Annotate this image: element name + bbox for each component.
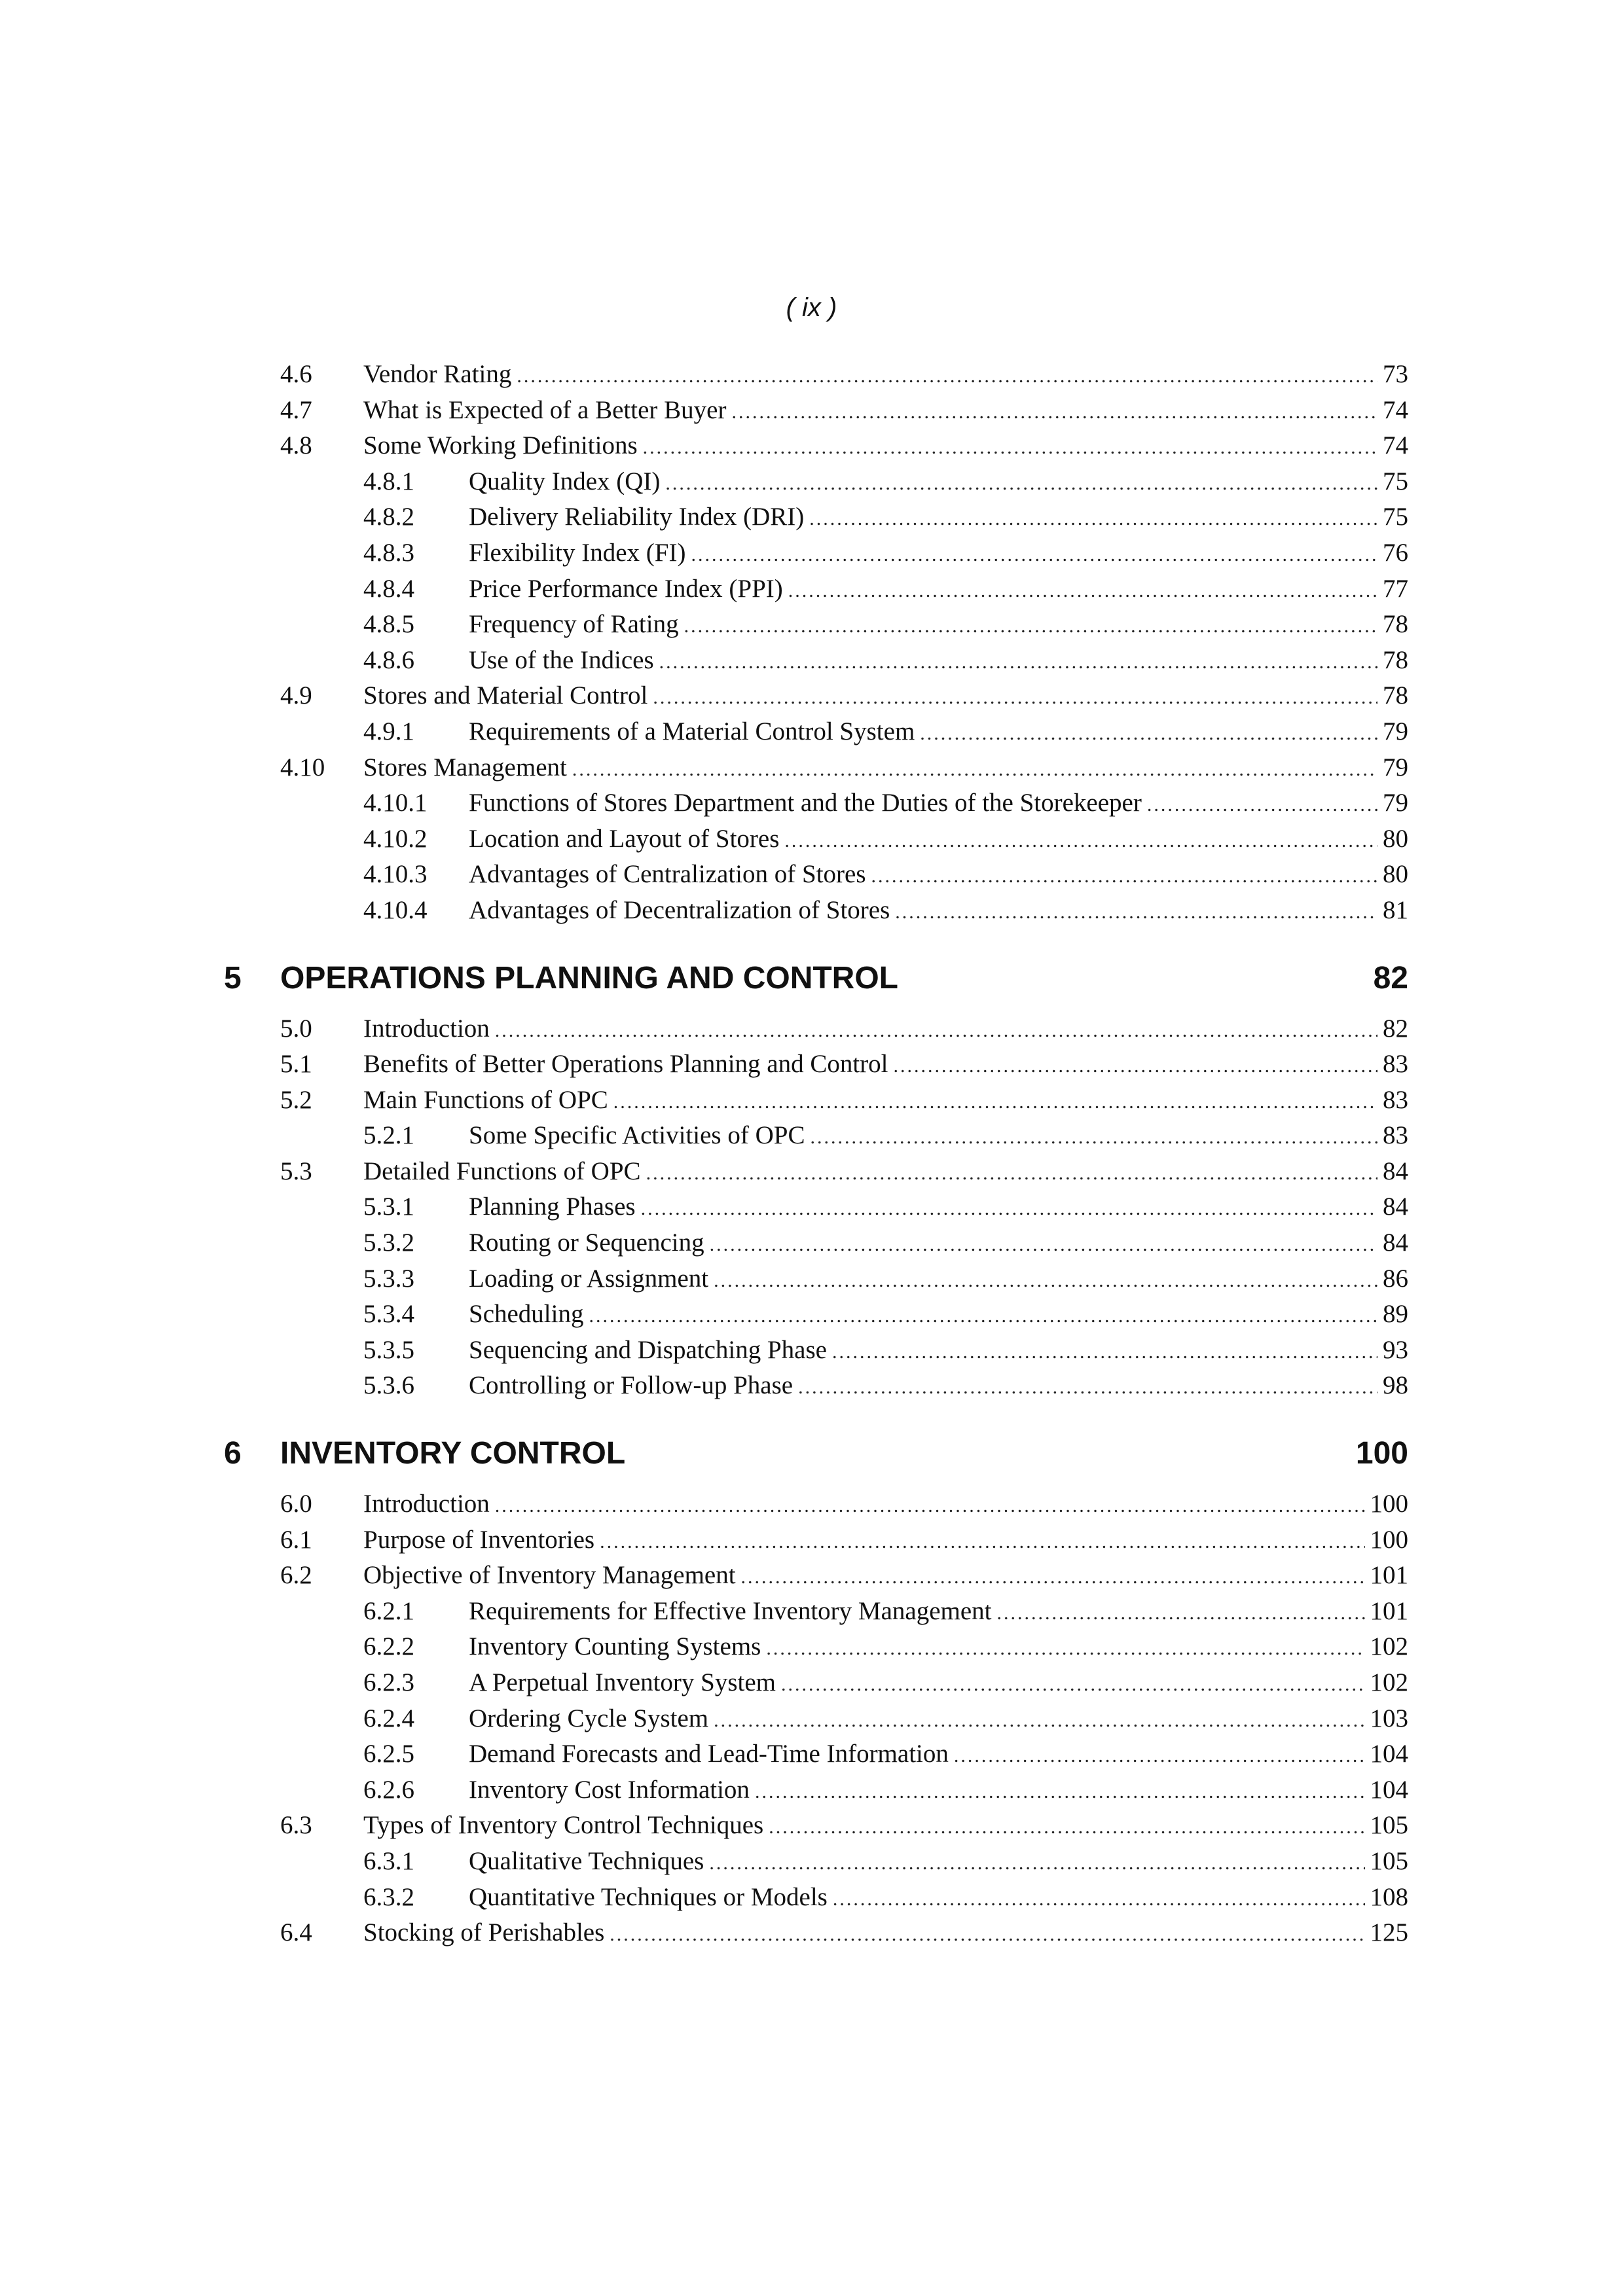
section-number: 5.3.5 [363, 1335, 414, 1364]
toc-entry-line [469, 1880, 1408, 1918]
section-number: 4.9.1 [363, 717, 414, 745]
dot-leader [731, 395, 1377, 431]
section-number: 4.7 [280, 395, 312, 424]
toc-entry[interactable] [0, 893, 1623, 929]
dot-leader [997, 1596, 1365, 1632]
page-ref: 73 [1383, 360, 1408, 388]
chapter-title: INVENTORY CONTROL [280, 1436, 626, 1471]
section-number: 6.3.1 [363, 1846, 414, 1875]
page-ref: 100 [1370, 1525, 1408, 1554]
dot-leader [714, 1263, 1377, 1299]
page-ref: 100 [1370, 1490, 1408, 1518]
section-title: Inventory Cost Information [469, 1775, 750, 1804]
toc-entry-line [363, 1011, 1408, 1049]
section-title: Routing or Sequencing [469, 1229, 704, 1257]
toc-entry[interactable] [0, 571, 1623, 607]
dot-leader [784, 823, 1377, 859]
page-ref: 79 [1383, 753, 1408, 781]
toc-entry-line [469, 1189, 1408, 1227]
section-number: 6.2.3 [363, 1668, 414, 1696]
toc-entry-line [469, 1261, 1408, 1299]
section-number: 4.9 [280, 681, 312, 710]
section-title: Some Specific Activities of OPC [469, 1121, 805, 1150]
section-title: Loading or Assignment [469, 1264, 709, 1293]
toc-entry-line [363, 1915, 1408, 1953]
toc-entry[interactable] [0, 1333, 1623, 1369]
page-ref: 80 [1383, 860, 1408, 889]
toc-entry[interactable] [0, 1522, 1623, 1558]
dot-leader [755, 1774, 1365, 1810]
section-title: Quality Index (QI) [469, 467, 661, 495]
toc-entry[interactable] [0, 535, 1623, 571]
dot-leader [600, 1524, 1364, 1560]
page-ref: 77 [1383, 574, 1408, 603]
section-number: 4.6 [280, 360, 312, 388]
toc-entry[interactable] [0, 1844, 1623, 1880]
section-title: Introduction [363, 1014, 490, 1043]
section-number: 6.3.2 [363, 1882, 414, 1911]
toc-entry[interactable] [0, 1701, 1623, 1737]
section-title: Quantitative Techniques or Models [469, 1882, 828, 1911]
toc-entry-line [363, 1486, 1408, 1524]
toc-entry-line [469, 1736, 1408, 1774]
section-number: 5.0 [280, 1014, 312, 1043]
section-number: 4.10.2 [363, 824, 428, 853]
toc-entry-line [469, 1297, 1408, 1335]
toc-entry-line [469, 1225, 1408, 1263]
toc-entry[interactable] [0, 857, 1623, 893]
toc-entry-line [469, 1333, 1408, 1371]
page-ref: 89 [1383, 1300, 1408, 1329]
dot-leader [809, 501, 1377, 537]
toc-entry[interactable] [0, 1880, 1623, 1916]
section-title: A Perpetual Inventory System [469, 1668, 776, 1696]
dot-leader [659, 645, 1377, 681]
section-title: Objective of Inventory Management [363, 1561, 736, 1590]
section-number: 6.4 [280, 1918, 312, 1947]
section-number: 4.8.5 [363, 610, 414, 639]
dot-leader [781, 1667, 1364, 1703]
dot-leader [643, 430, 1377, 466]
dot-leader [495, 1488, 1365, 1524]
section-number: 4.8.3 [363, 538, 414, 567]
page-ref: 83 [1383, 1085, 1408, 1114]
toc-entry-line [363, 1083, 1408, 1121]
toc-entry-line [363, 1808, 1408, 1846]
chapter-page: 100 [1355, 1436, 1408, 1471]
section-number: 4.10.3 [363, 860, 428, 889]
page-ref: 84 [1383, 1229, 1408, 1257]
dot-leader [641, 1191, 1377, 1227]
toc-entry-line [469, 1772, 1408, 1810]
section-number: 4.10 [280, 753, 325, 781]
dot-leader [665, 466, 1377, 502]
dot-leader [810, 1120, 1377, 1156]
page-ref: 78 [1383, 681, 1408, 710]
section-title: Main Functions of OPC [363, 1085, 608, 1114]
toc-entry-line [469, 1665, 1408, 1703]
section-title: Purpose of Inventories [363, 1525, 595, 1554]
section-title: Planning Phases [469, 1193, 636, 1221]
toc-entry[interactable] [0, 1083, 1623, 1119]
page-ref: 102 [1370, 1632, 1408, 1661]
toc-entry[interactable] [0, 785, 1623, 821]
dot-leader [954, 1738, 1365, 1774]
section-title: Demand Forecasts and Lead-Time Information [469, 1740, 949, 1768]
section-title: Qualitative Techniques [469, 1846, 704, 1875]
chapter-number: 6 [224, 1436, 242, 1471]
toc-entry-line [469, 643, 1408, 681]
section-title: Detailed Functions of OPC [363, 1157, 641, 1185]
dot-leader [653, 680, 1377, 716]
dot-leader [1147, 787, 1377, 823]
toc-entry[interactable] [0, 1189, 1623, 1225]
section-title: Sequencing and Dispatching Phase [469, 1335, 827, 1364]
section-title: Advantages of Centralization of Stores [469, 860, 866, 889]
page-ref: 79 [1383, 717, 1408, 745]
toc-entry-line [363, 1047, 1408, 1085]
toc-entry[interactable] [0, 1772, 1623, 1808]
page-ref: 93 [1383, 1335, 1408, 1364]
section-title: Advantages of Decentralization of Stores [469, 895, 890, 924]
toc-entry-line [469, 714, 1408, 752]
chapter-number: 5 [224, 960, 242, 996]
toc-entry[interactable] [0, 393, 1623, 429]
section-title: Price Performance Index (PPI) [469, 574, 783, 603]
toc-entry[interactable] [0, 750, 1623, 786]
page-ref: 78 [1383, 610, 1408, 639]
dot-leader [833, 1882, 1365, 1918]
toc-entry-line [469, 785, 1408, 823]
section-number: 5.3.1 [363, 1193, 414, 1221]
dot-leader [895, 895, 1377, 931]
page-ref: 125 [1370, 1918, 1408, 1947]
section-number: 5.2 [280, 1085, 312, 1114]
page-ref: 80 [1383, 824, 1408, 853]
dot-leader [766, 1631, 1364, 1667]
toc-entry[interactable] [0, 678, 1623, 714]
page-ref: 82 [1383, 1014, 1408, 1043]
toc-entry-line [469, 464, 1408, 502]
page-ref: 75 [1383, 467, 1408, 495]
dot-leader [517, 359, 1377, 395]
toc-entry-line [469, 857, 1408, 895]
page-ref: 84 [1383, 1193, 1408, 1221]
toc-entry-line [363, 678, 1408, 716]
toc-entry-line [469, 1118, 1408, 1156]
page-ref: 104 [1370, 1740, 1408, 1768]
page-ref: 105 [1370, 1846, 1408, 1875]
toc-entry-line [469, 607, 1408, 645]
page-ref: 76 [1383, 538, 1408, 567]
toc-entry[interactable] [0, 499, 1623, 535]
toc-entry[interactable] [0, 714, 1623, 750]
section-number: 4.10.1 [363, 789, 428, 817]
section-number: 6.0 [280, 1490, 312, 1518]
toc-entry-line [469, 1701, 1408, 1739]
section-number: 6.2.4 [363, 1704, 414, 1732]
chapter-title: OPERATIONS PLANNING AND CONTROL [280, 960, 898, 996]
page-ref: 78 [1383, 645, 1408, 674]
toc-entry[interactable] [0, 1736, 1623, 1772]
section-title: Ordering Cycle System [469, 1704, 709, 1732]
dot-leader [710, 1227, 1377, 1263]
section-number: 6.2 [280, 1561, 312, 1590]
page-ref: 103 [1370, 1704, 1408, 1732]
toc-entry[interactable] [0, 1665, 1623, 1701]
toc-entry-line [363, 393, 1408, 431]
page-ref: 81 [1383, 895, 1408, 924]
section-number: 5.3.3 [363, 1264, 414, 1293]
dot-leader [741, 1560, 1365, 1596]
page-ref: 86 [1383, 1264, 1408, 1293]
page-ref: 79 [1383, 789, 1408, 817]
dot-leader [646, 1156, 1377, 1192]
chapter-page: 82 [1373, 960, 1408, 996]
section-title: Stocking of Perishables [363, 1918, 605, 1947]
toc-entry[interactable] [0, 1118, 1623, 1154]
section-title: Requirements of a Material Control System [469, 717, 915, 745]
section-title: Introduction [363, 1490, 490, 1518]
section-title: Stores Management [363, 753, 567, 781]
section-title: Requirements for Effective Inventory Management [469, 1596, 992, 1625]
section-number: 6.3 [280, 1811, 312, 1840]
toc-entry[interactable] [0, 1225, 1623, 1261]
dot-leader [613, 1085, 1377, 1121]
page-ref: 83 [1383, 1050, 1408, 1079]
section-number: 5.3.6 [363, 1371, 414, 1400]
section-number: 5.3.4 [363, 1300, 414, 1329]
toc-entry[interactable] [0, 1297, 1623, 1333]
dot-leader [610, 1917, 1364, 1953]
toc-entry-line [469, 499, 1408, 537]
table-of-contents [0, 357, 1623, 1951]
toc-entry-line [469, 1594, 1408, 1632]
toc-entry[interactable] [0, 1915, 1623, 1951]
toc-entry-line [363, 428, 1408, 466]
section-title: Functions of Stores Department and the Duties of the Storekeeper [469, 789, 1142, 817]
toc-entry[interactable] [0, 428, 1623, 464]
toc-entry-line [469, 1368, 1408, 1406]
section-title: Some Working Definitions [363, 431, 638, 460]
page-ref: 101 [1370, 1596, 1408, 1625]
section-title: Frequency of Rating [469, 610, 679, 639]
section-number: 5.3.2 [363, 1229, 414, 1257]
dot-leader [572, 752, 1377, 788]
toc-entry-line [469, 535, 1408, 573]
section-number: 6.2.2 [363, 1632, 414, 1661]
toc-entry-line [363, 1522, 1408, 1560]
dot-leader [832, 1335, 1377, 1371]
section-title: What is Expected of a Better Buyer [363, 395, 727, 424]
dot-leader [684, 609, 1377, 645]
toc-entry[interactable] [0, 357, 1623, 393]
toc-entry-line [469, 1844, 1408, 1882]
page-ref: 108 [1370, 1882, 1408, 1911]
section-title: Location and Layout of Stores [469, 824, 780, 853]
page-ref: 75 [1383, 503, 1408, 531]
toc-entry[interactable] [0, 1808, 1623, 1844]
toc-entry[interactable] [0, 607, 1623, 643]
section-number: 4.8.4 [363, 574, 414, 603]
dot-leader [691, 537, 1377, 573]
section-number: 5.1 [280, 1050, 312, 1079]
dot-leader [920, 716, 1377, 752]
section-number: 4.8 [280, 431, 312, 460]
section-number: 6.2.6 [363, 1775, 414, 1804]
dot-leader [495, 1013, 1377, 1049]
toc-entry[interactable] [0, 1154, 1623, 1190]
toc-entry-line [469, 893, 1408, 931]
toc-entry[interactable] [0, 1047, 1623, 1083]
page-ref: 84 [1383, 1157, 1408, 1185]
dot-leader [871, 859, 1378, 895]
toc-entry[interactable] [0, 1486, 1623, 1522]
dot-leader [894, 1049, 1377, 1085]
section-title: Scheduling [469, 1300, 584, 1329]
dot-leader [709, 1846, 1364, 1882]
section-number: 5.2.1 [363, 1121, 414, 1150]
section-title: Inventory Counting Systems [469, 1632, 761, 1661]
section-title: Flexibility Index (FI) [469, 538, 686, 567]
toc-entry[interactable] [0, 1261, 1623, 1297]
toc-entry-line [363, 750, 1408, 788]
page-ref: 104 [1370, 1775, 1408, 1804]
section-number: 6.1 [280, 1525, 312, 1554]
dot-leader [788, 573, 1377, 609]
section-number: 4.8.6 [363, 645, 414, 674]
toc-entry[interactable] [0, 1594, 1623, 1630]
dot-leader [769, 1810, 1364, 1846]
section-title: Benefits of Better Operations Planning and Control [363, 1050, 888, 1079]
section-number: 4.8.1 [363, 467, 414, 495]
section-title: Stores and Material Control [363, 681, 648, 710]
page-ref: 102 [1370, 1668, 1408, 1696]
page-ref: 83 [1383, 1121, 1408, 1150]
toc-entry[interactable] [0, 821, 1623, 857]
toc-entry[interactable] [0, 1011, 1623, 1047]
toc-entry-line [469, 571, 1408, 609]
page-ref: 74 [1383, 431, 1408, 460]
section-number: 6.2.1 [363, 1596, 414, 1625]
toc-entry-line [363, 1558, 1408, 1596]
dot-leader [714, 1703, 1364, 1739]
page-ref: 101 [1370, 1561, 1408, 1590]
toc-entry-line [363, 1154, 1408, 1192]
section-number: 6.2.5 [363, 1740, 414, 1768]
page-number: ( ix ) [786, 293, 837, 322]
toc-entry[interactable] [0, 464, 1623, 500]
section-title: Types of Inventory Control Techniques [363, 1811, 764, 1840]
toc-entry-line [469, 1629, 1408, 1667]
section-title: Controlling or Follow-up Phase [469, 1371, 793, 1400]
section-title: Delivery Reliability Index (DRI) [469, 503, 805, 531]
page-ref: 105 [1370, 1811, 1408, 1840]
toc-entry[interactable] [0, 1368, 1623, 1404]
toc-entry[interactable] [0, 643, 1623, 679]
toc-entry[interactable] [0, 1558, 1623, 1594]
section-number: 5.3 [280, 1157, 312, 1185]
dot-leader [798, 1370, 1377, 1406]
section-title: Vendor Rating [363, 360, 512, 388]
page-ref: 98 [1383, 1371, 1408, 1400]
page-ref: 74 [1383, 395, 1408, 424]
section-number: 4.8.2 [363, 503, 414, 531]
section-number: 4.10.4 [363, 895, 428, 924]
dot-leader [589, 1299, 1377, 1335]
toc-entry-line [363, 357, 1408, 395]
toc-entry[interactable] [0, 1629, 1623, 1665]
chapter-heading[interactable] [0, 946, 1623, 1011]
chapter-heading[interactable] [0, 1421, 1623, 1486]
toc-entry-line [469, 821, 1408, 859]
section-title: Use of the Indices [469, 645, 654, 674]
